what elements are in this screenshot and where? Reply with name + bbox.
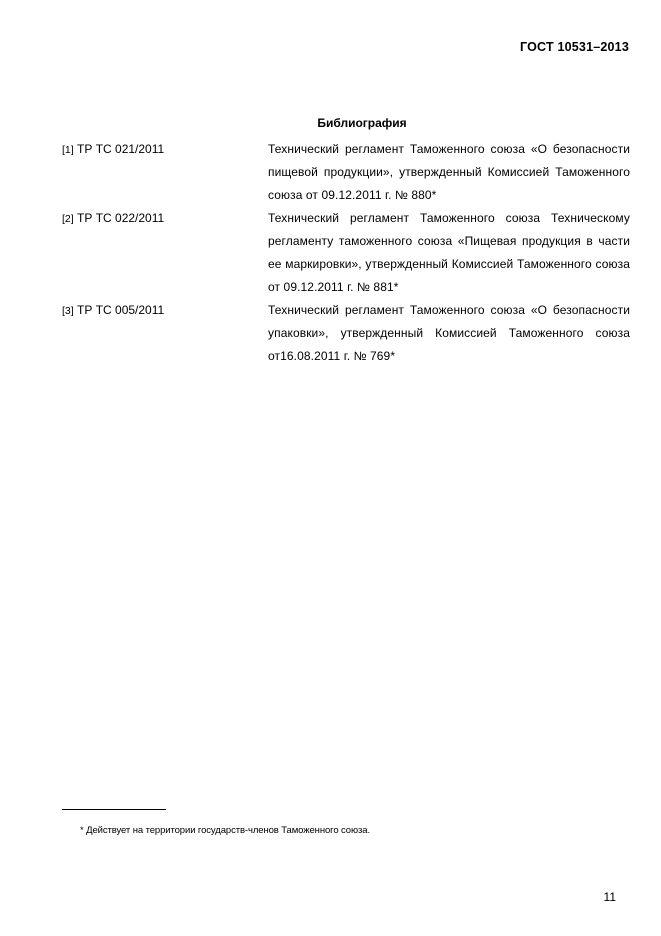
- bibliography-number: [3]: [62, 305, 74, 317]
- bibliography-number: [2]: [62, 213, 74, 225]
- bibliography-title: Библиография: [317, 116, 407, 130]
- bibliography-number: [1]: [62, 144, 74, 156]
- bibliography-description: Технический регламент Таможенного союза «О безопасности пищевой продукции», утвержденный Комиссией Таможенного союза от 09.12.2011 г. № 880*: [268, 142, 630, 202]
- bibliography-code: ТР ТС 005/2011: [77, 303, 165, 317]
- bibliography-reference: [62, 299, 268, 368]
- bibliography-reference: [62, 207, 268, 299]
- footnote-text: * Действует на территории государств-членов Таможенного союза.: [80, 825, 370, 836]
- page-number: 11: [603, 890, 616, 904]
- standard-code-header: ГОСТ 10531–2013: [520, 40, 629, 54]
- bibliography-entry-3: [62, 299, 630, 368]
- bibliography-list: [62, 138, 630, 368]
- bibliography-description: Технический регламент Таможенного союза Техническому регламенту таможенного союза «Пищевая продукция в части ее маркировки», утвержденный Комиссией Таможенного союза от 09.12.2011 г. № 881*: [268, 211, 630, 294]
- bibliography-entry-2: [62, 207, 630, 299]
- bibliography-description: Технический регламент Таможенного союза «О безопасности упаковки», утвержденный Комиссией Таможенного союза от16.08.2011 г. № 769*: [268, 303, 630, 363]
- footnote-divider: [62, 809, 166, 810]
- bibliography-entry-1: [62, 138, 630, 207]
- bibliography-code: ТР ТС 021/2011: [77, 142, 165, 156]
- bibliography-code: ТР ТС 022/2011: [77, 211, 165, 225]
- bibliography-reference: [62, 138, 268, 207]
